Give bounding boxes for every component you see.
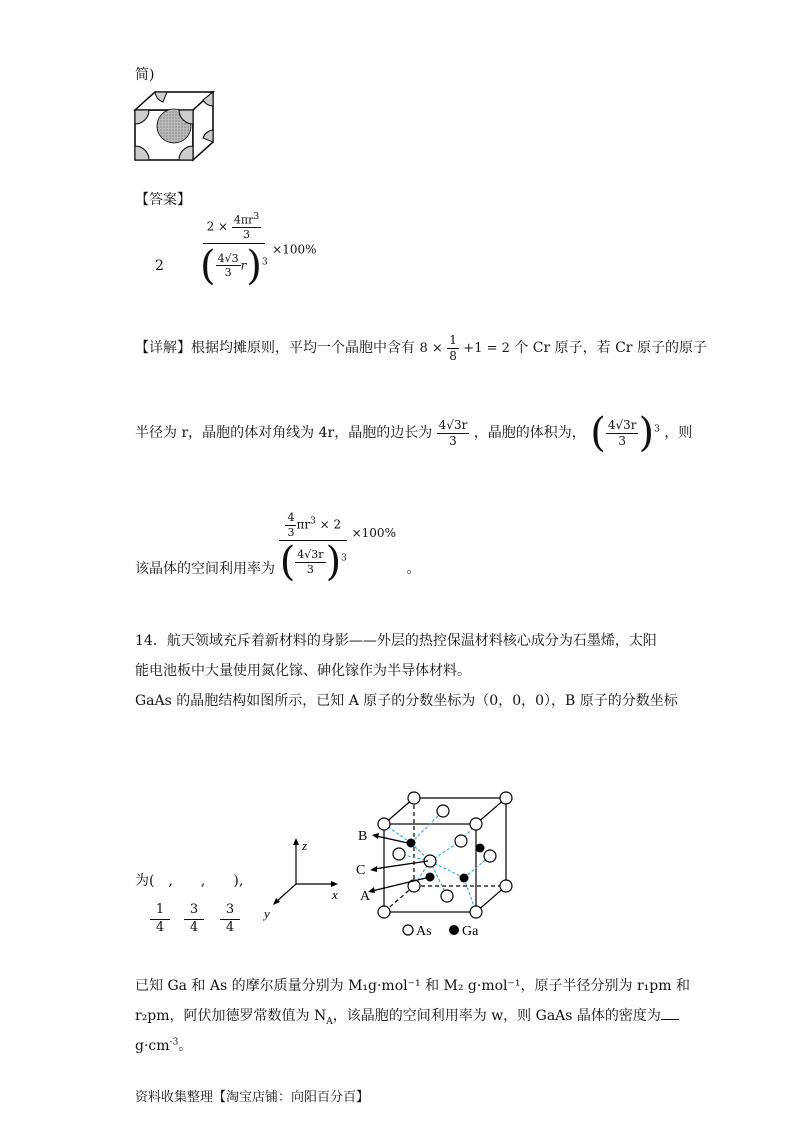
answer-label: 【答案】 xyxy=(135,192,191,208)
legend-ga: Ga xyxy=(462,924,479,938)
label-c: C xyxy=(356,863,366,878)
top-fragment: 简) xyxy=(135,67,155,83)
q14-line-1: 14．航天领域充斥着新材料的身影——外层的热控保温材料核心成分为石墨烯，太阳 xyxy=(135,633,657,649)
detail-line-3: 该晶体的空间利用率为 $\frac{4}{3}$ $\pi r^3 \times 2$ ( $\frac{4√3r}{3}$ )$^3$ ×100% 。 xyxy=(135,511,421,586)
bcc-cell-figure xyxy=(133,90,217,162)
q14-line-3: GaAs 的晶胞结构如图所示，已知 A 原子的分数坐标为（0，0，0），B 原子的分数坐标 xyxy=(135,693,678,709)
answer-formula: 2 × $\frac{4\pi r^3}{3}$ ( $\frac{4√3}{3}$ r)$^3$ ×100% xyxy=(200,212,317,289)
legend-as: As xyxy=(416,924,432,938)
answer-coord-z: 3 4 xyxy=(220,903,240,936)
answer-prefix: 2 xyxy=(155,258,164,274)
answer-blank xyxy=(661,1019,679,1020)
label-b: B xyxy=(358,829,368,844)
label-a: A xyxy=(360,889,371,904)
gaas-cell-figure xyxy=(350,788,530,938)
answer-coord-x: 1 4 xyxy=(150,903,170,936)
q14-line-4: 为( , , ), xyxy=(135,873,244,889)
detail-line-2: 半径为 r，晶胞的体对角线为 4r，晶胞的边长为 $\frac{4√3r}{3}$ ，晶胞的体积为， ( $\frac{4√3r}{3}$ )$^3$ ，则 xyxy=(135,410,693,456)
answer-coord-y: 3 4 xyxy=(184,903,204,936)
axis-z-label: z xyxy=(302,838,308,853)
footer-source: 资料收集整理【淘宝店铺：向阳百分百】 xyxy=(135,1090,370,1105)
q14-line-2: 能电池板中大量使用氮化镓、砷化镓作为半导体材料。 xyxy=(135,663,471,679)
axis-x-label: x xyxy=(332,887,338,902)
q14-line-6: r₂pm，阿伏加德罗常数值为 $N_A$，该晶胞的空间利用率为 w，则 GaAs 晶体的密度为 xyxy=(135,1005,679,1027)
axes-figure xyxy=(258,836,348,922)
axis-y-label: y xyxy=(264,906,270,921)
detail-line-1: 【详解】根据均摊原则，平均一个晶胞中含有 8 × $\frac{1}{8}$ +1 = 2 个 Cr 原子，若 Cr 原子的原子 xyxy=(135,333,707,363)
q14-line-7: $g\cdot cm^{-3}$。 xyxy=(135,1037,193,1054)
q14-line-5: 已知 Ga 和 As 的摩尔质量分别为 M₁g·mol⁻¹ 和 M₂ g·mol⁻¹，原子半径分别为 r₁pm 和 xyxy=(135,978,690,994)
